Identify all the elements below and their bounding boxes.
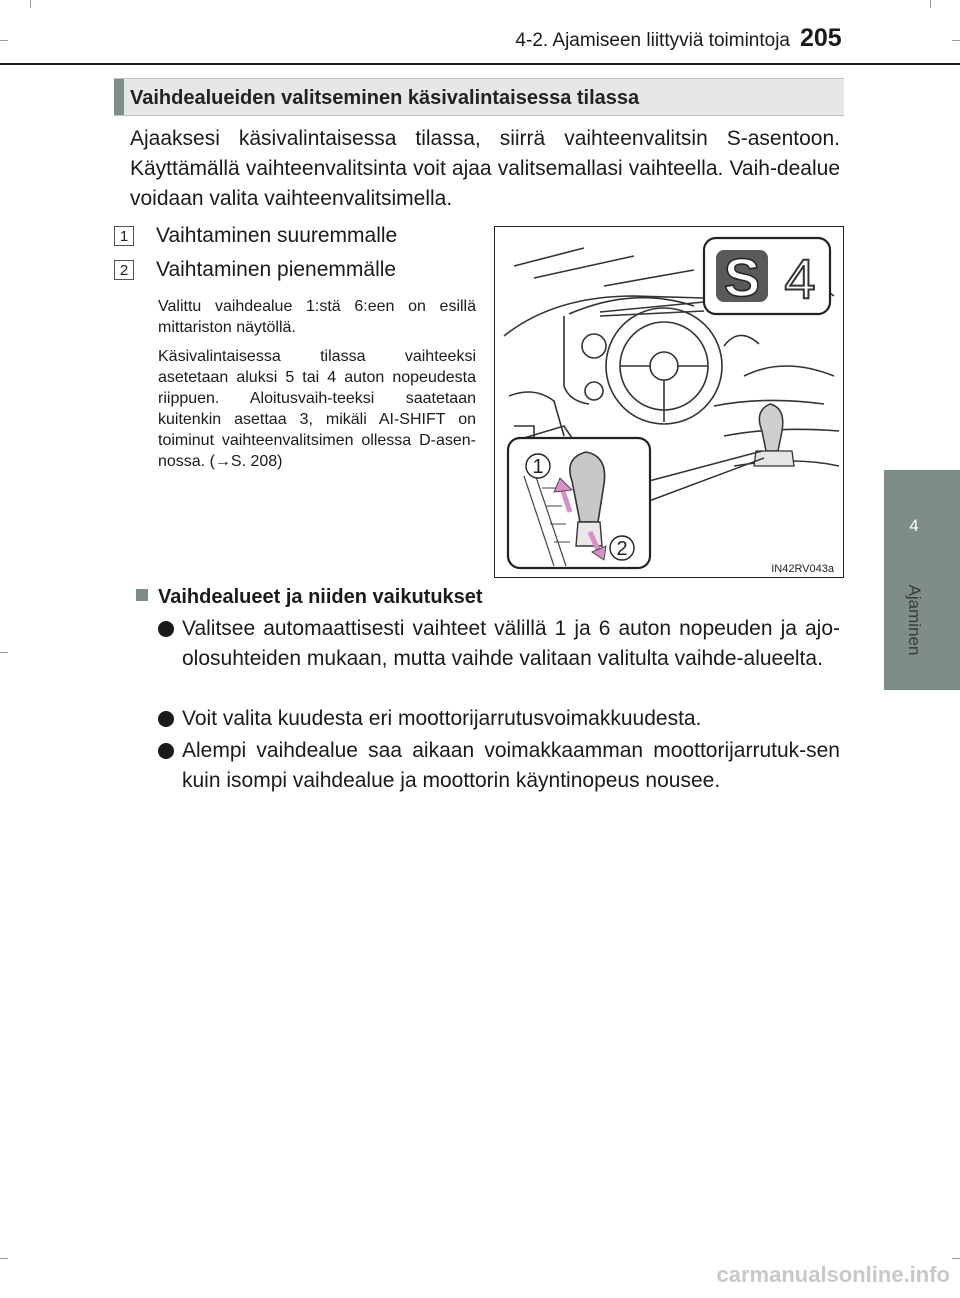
bullet-text: Valitsee automaattisesti vaihteet välillä 1 ja 6 auton nopeuden ja ajo-olosuhteiden mukaan, mutta vaihde valitaan valitulta vaihde-alueelta. — [182, 617, 840, 670]
step-number: 1 — [114, 226, 134, 246]
section-title: Vaihdealueiden valitseminen käsivalintaisessa tilassa — [130, 87, 640, 109]
bullet-icon — [158, 621, 174, 637]
intro-paragraph: Ajaaksesi käsivalintaisessa tilassa, siirrä vaihteenvalitsin S-asentoon. Käyttämällä vaihteenvalitsinta voit ajaa valitsemallasi vaihteella. Vaih-dealue voidaan valita vaihteenvalitsimella. — [130, 127, 840, 210]
crop-mark — [30, 0, 31, 8]
header-rule — [0, 63, 960, 65]
crop-mark — [930, 0, 931, 8]
callout-2: 2 — [616, 538, 628, 560]
note-paragraph: Valittu vaihdealue 1:stä 6:een on esillä mittariston näytöllä. — [158, 298, 476, 336]
square-bullet-icon — [136, 589, 148, 601]
crop-mark — [952, 40, 960, 41]
crop-mark — [0, 40, 8, 41]
bullet-text: Alempi vaihdealue saa aikaan voimakkaamman moottorijarrutuk-sen kuin isompi vaihdealue ja moottorin käyntinopeus nousee. — [182, 739, 840, 792]
step-label: Vaihtaminen suuremmalle — [156, 224, 398, 247]
step-number: 2 — [114, 260, 134, 280]
running-header: 4-2. Ajamiseen liittyviä toimintoja — [515, 30, 790, 51]
subheading — [136, 586, 483, 609]
crop-mark — [0, 652, 8, 653]
callout-1: 1 — [532, 456, 544, 478]
display-number: 4 — [784, 247, 816, 310]
display-letter: S — [723, 248, 761, 308]
shift-lever-illustration — [494, 226, 844, 578]
bullet-icon — [158, 743, 174, 759]
chapter-label: Ajaminen — [905, 584, 924, 656]
note-paragraph: Käsivalintaisessa tilassa vaihteeksi asetetaan aluksi 5 tai 4 auton nopeudesta riippuen. Aloitusvaih-teeksi saatetaan kuitenkin asettaa 3, mikäli AI-SHIFT on toiminut vaihteenvalitsimen ollessa D-asen-nossa. (→S. 208) — [158, 348, 476, 470]
subheading-text: Vaihdealueet ja niiden vaikutukset — [158, 586, 483, 608]
chapter-number: 4 — [909, 516, 919, 535]
crop-mark — [0, 1258, 8, 1259]
watermark: carmanualsonline.info — [716, 1262, 950, 1287]
step-label: Vaihtaminen pienemmälle — [156, 258, 397, 281]
gear-display-inset — [704, 238, 830, 314]
chapter-label-box — [884, 580, 944, 670]
shift-lever-inset — [508, 438, 650, 568]
page-number: 205 — [800, 24, 842, 52]
figure-code: IN42RV043a — [771, 563, 834, 575]
crop-mark — [952, 1258, 960, 1259]
bullet-icon — [158, 711, 174, 727]
section-accent — [114, 79, 124, 115]
section-heading — [114, 78, 844, 116]
bullet-text: Voit valita kuudesta eri moottorijarrutusvoimakkuudesta. — [182, 707, 702, 730]
illustration-svg — [494, 226, 844, 578]
